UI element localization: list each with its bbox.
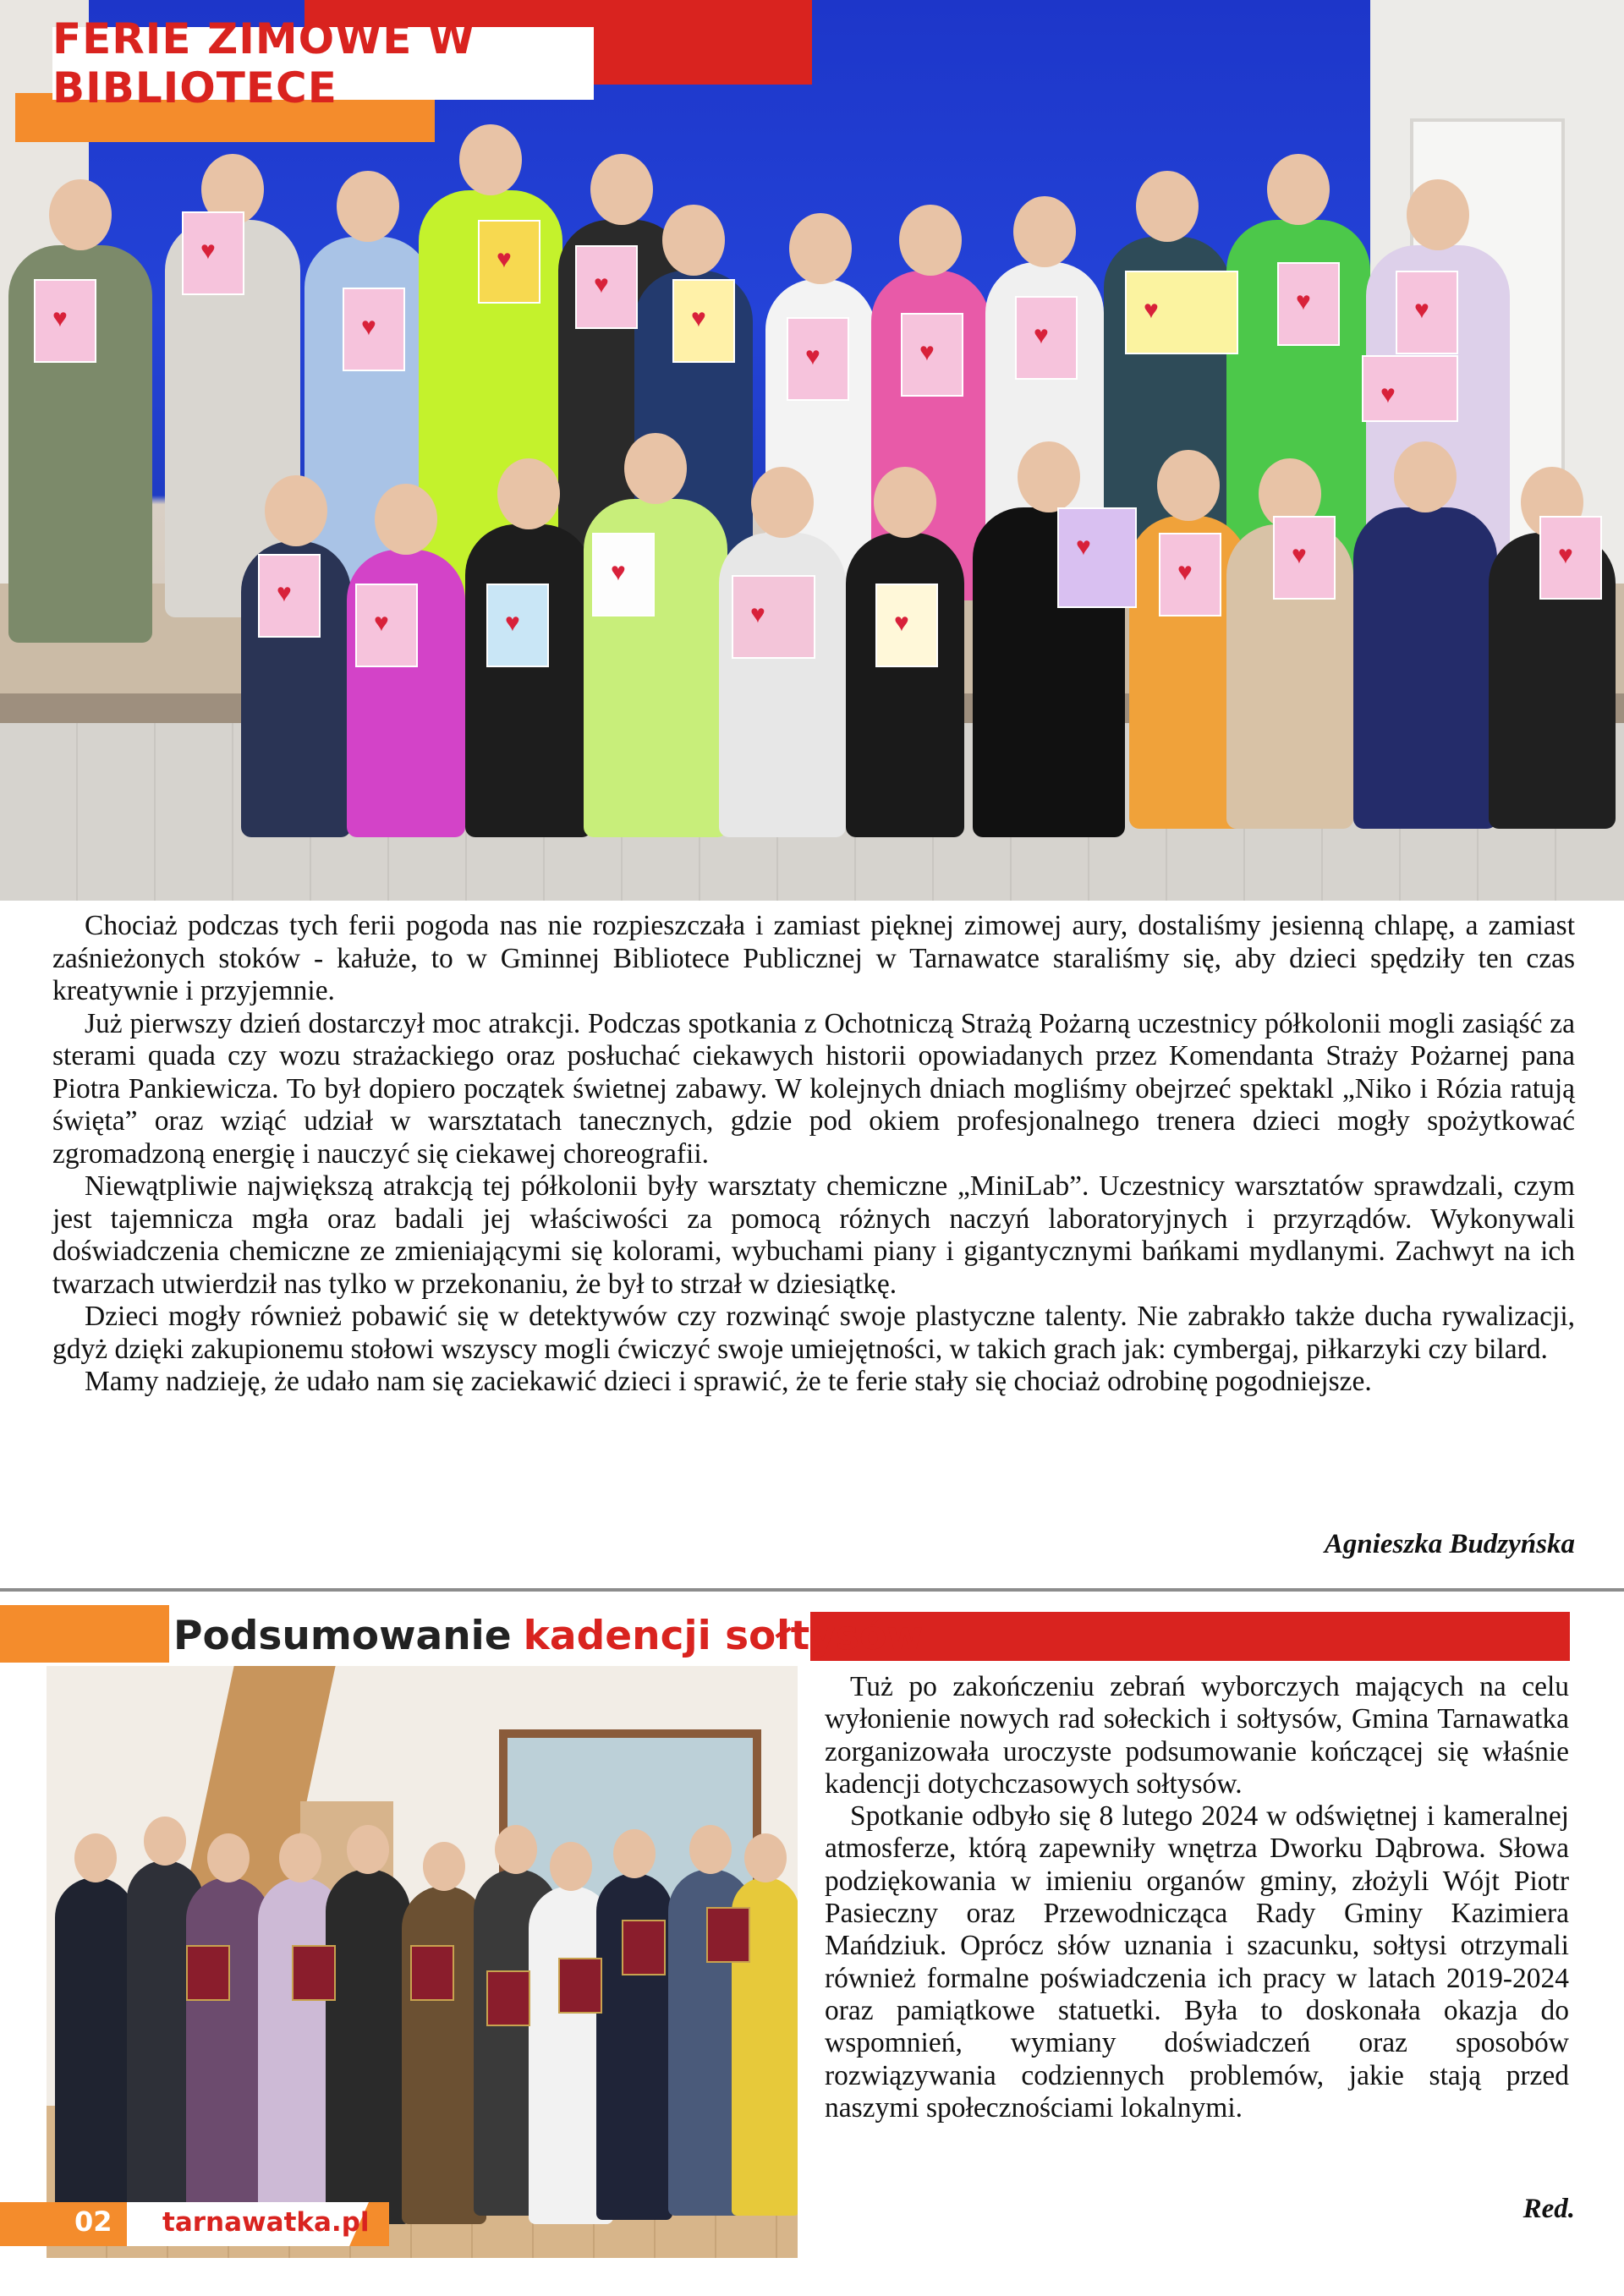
site-link[interactable]: tarnawatka.pl [162, 2207, 370, 2238]
article-author: Agnieszka Budzyńska [1324, 1529, 1575, 1559]
page-number: 02 [74, 2206, 112, 2238]
village-heads-group-photo [47, 1666, 798, 2258]
section-divider [0, 1588, 1624, 1592]
article-title-box [52, 14, 594, 112]
section-accent-orange [0, 1605, 169, 1663]
paragraph: Niewątpliwie największą atrakcją tej półkolonii były warsztaty chemiczne „MiniLab”. Uczestnicy warsztatów sprawdzali, czym jest tajemnicza mgła oraz badali jej właściwości za pomocą różnych naczyń laboratoryjnych i przyrządów. Wykonywali doświadczenia chemiczne ze zmieniającymi się kolorami, wybuchami piany i gigantycznymi bańkami mydlanymi. Zachwyt na ich twarzach utwierdził nas tylko w przekonaniu, że był to strzał w dziesiątkę. [52, 1170, 1575, 1300]
section-title [173, 1608, 924, 1663]
section-title-dark: Podsumowanie [173, 1612, 512, 1659]
section-title-red: kadencji sołtysów [523, 1612, 924, 1659]
paragraph: Chociaż podczas tych ferii pogoda nas nie rozpieszczała i zamiast pięknej zimowej aury, dostaliśmy jesienną chlapę, a zamiast zaśnieżonych stoków - kałuże, to w Gminnej Bibliotece Publicznej w Tarnawatce staraliśmy się, aby dzieci spędziły ten czas kreatywnie i przyjemnie. [52, 910, 1575, 1006]
paragraph: Spotkanie odbyło się 8 lutego 2024 w odświętnej i kameralnej atmosferze, którą zapewniły wnętrza Dworku Dąbrowa. Słowa podziękowania w imieniu organów gminy, złożyli Wójt Piotr Pasieczny oraz Przewodnicząca Rady Gminy Kazimiera Mańdziuk. Oprócz słów uznania i szacunku, sołtysi otrzymali również formalne poświadczenia ich pracy w latach 2019-2024 oraz pamiątkowe statuetki. Była to doskonała okazja do wspomnień, wymiany doświadczeń oraz sposobów rozwiązywania codziennych problemów, jakie stają przed naszymi społecznościami lokalnymi. [825, 1800, 1569, 2123]
paragraph: Dzieci mogły również pobawić się w detektywów czy rozwinąć swoje plastyczne talenty. Nie zabrakło także ducha rywalizacji, gdyż dzięki zakupionemu stołowi wszyscy mogli ćwiczyć swoje umiejętności, w takich grach jak: cymbergaj, piłkarzyki czy bilard. [52, 1301, 1575, 1365]
article-body [52, 910, 1575, 1399]
paragraph: Mamy nadzieję, że udało nam się zaciekawić dzieci i sprawić, że te ferie stały się chociaż odrobinę pogodniejsze. [85, 1366, 1372, 1397]
section-signature: Red. [1522, 2194, 1575, 2224]
section-accent-red [810, 1612, 1570, 1661]
paragraph: Już pierwszy dzień dostarczył moc atrakcji. Podczas spotkania z Ochotniczą Strażą Pożarną uczestnicy półkolonii mogli zasiąść za sterami quada czy wozu strażackiego oraz posłuchać ciekawych historii opowiadanych przez Komendanta Straży Pożarnej pana Piotra Pankiewicza. To był dopiero początek świetnej zabawy. W kolejnych dniach mogliśmy obejrzeć spektakl „Niko i Rózia ratują święta” oraz wziąć udział w warsztatach tanecznych, gdzie pod okiem profesjonalnego trenera dzieci mogły spożytkować zgromadzoną energię i nauczyć się ciekawej choreografii. [52, 1007, 1575, 1170]
paragraph: Tuż po zakończeniu zebrań wyborczych mających na celu wyłonienie nowych rad sołeckich i sołtysów, Gmina Tarnawatka zorganizowała uroczyste podsumowanie kończącej się właśnie kadencji dotychczasowych sołtysów. [825, 1671, 1569, 1800]
article-title: FERIE ZIMOWE W BIBLIOTECE [52, 14, 475, 112]
section-body [825, 1671, 1569, 2124]
